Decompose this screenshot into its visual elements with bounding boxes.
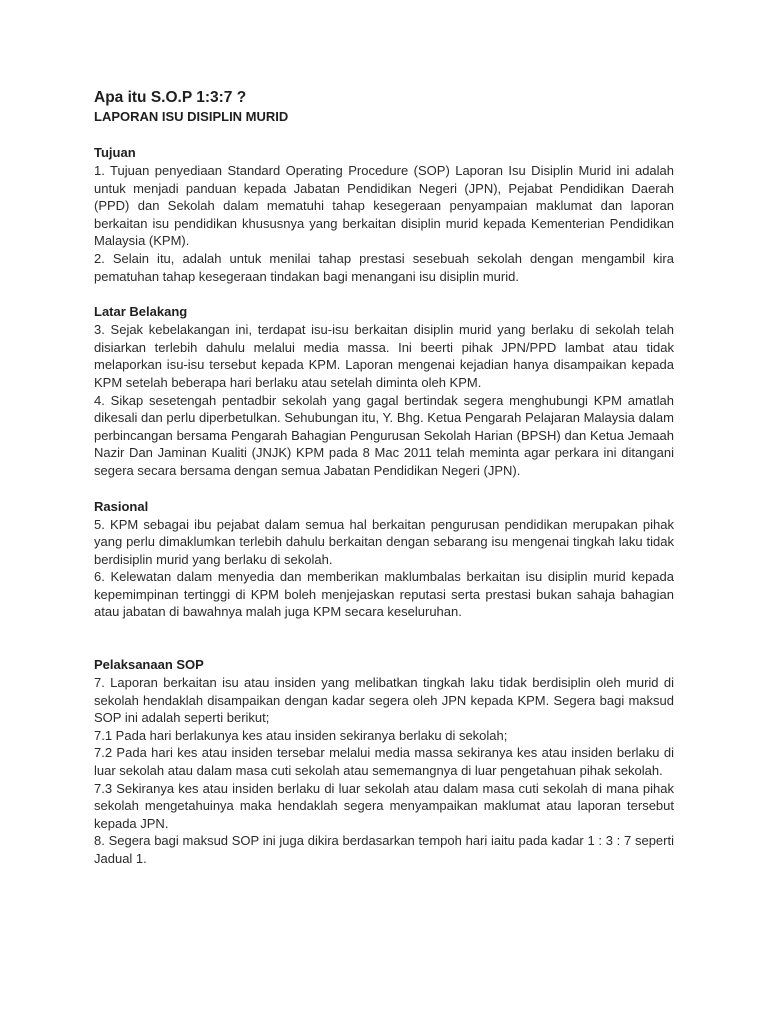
paragraph-7-2: 7.2 Pada hari kes atau insiden tersebar melalui media massa sekiranya kes atau insiden berlaku di luar sekolah atau dalam masa cuti sekolah atau sememangnya di luar pengetahuan pihak sekolah. bbox=[94, 745, 674, 779]
paragraph-5: 5. KPM sebagai ibu pejabat dalam semua hal berkaitan pengurusan pendidikan merupakan pihak yang perlu dimaklumkan terlebih dahulu berkaitan dengan sebarang isu mengenai tingkah laku tidak berdisiplin murid yang berlaku di sekolah. bbox=[94, 516, 674, 567]
paragraph-3: 3. Sejak kebelakangan ini, terdapat isu-isu berkaitan disiplin murid yang berlaku di sekolah telah disiarkan terlebih dahulu melalui media massa. Ini beerti pihak JPN/PPD lambat atau tidak melaporkan isu-isu tersebut kepada KPM. Laporan mengenai kejadian hanya disampaikan kepada KPM setelah beberapa hari berlaku atau setelah diminta oleh KPM. bbox=[94, 322, 674, 390]
section-heading: Rasional bbox=[94, 498, 149, 514]
paragraph-6: 6. Kelewatan dalam menyedia dan memberikan maklumbalas berkaitan isu disiplin murid kepada kepemimpinan tertinggi di KPM boleh menjejaskan reputasi serta prestasi bukan sahaja bahagian atau jabatan di bawahnya malah juga KPM secara keseluruhan. bbox=[94, 569, 674, 620]
section-heading: Tujuan bbox=[94, 145, 136, 160]
document-page bbox=[94, 88, 674, 886]
paragraph-2: 2. Selain itu, adalah untuk menilai tahap prestasi sesebuah sekolah dengan mengambil kira pematuhan tahap kesegeraan tindakan bagi menangani isu disiplin murid. bbox=[94, 250, 674, 284]
section-tujuan bbox=[94, 144, 674, 285]
section-heading: Pelaksanaan SOP bbox=[94, 657, 204, 673]
paragraph-7-1: 7.1 Pada hari berlakunya kes atau insiden sekiranya berlaku di sekolah; bbox=[94, 727, 508, 743]
document-subtitle: LAPORAN ISU DISIPLIN MURID bbox=[94, 109, 289, 124]
paragraph-1: 1. Tujuan penyediaan Standard Operating Procedure (SOP) Laporan Isu Disiplin Murid ini adalah untuk menjadi panduan kepada Jabatan Pendidikan Negeri (JPN), Pejabat Pendidikan Daerah (PPD) dan Sekolah dalam mematuhi tahap kesegeraan penyampaian maklumat dan laporan berkaitan isu pendidikan khususnya yang berkaitan disiplin murid kepada Kementerian Pendidikan Malaysia (KPM). bbox=[94, 163, 674, 249]
paragraph-7: 7. Laporan berkaitan isu atau insiden yang melibatkan tingkah laku tidak berdisiplin oleh murid di sekolah hendaklah disampaikan dengan kadar segera oleh JPN kepada KPM. Segera bagi maksud SOP ini adalah seperti berikut; bbox=[94, 675, 674, 726]
paragraph-7-3: 7.3 Sekiranya kes atau insiden berlaku di luar sekolah atau dalam masa cuti sekolah di mana pihak sekolah mengetahuinya maka hendaklah segera menyampaikan maklumat atau laporan tersebut kepada JPN. bbox=[94, 780, 674, 831]
document-title: Apa itu S.O.P 1:3:7 ? bbox=[94, 89, 247, 106]
paragraph-4: 4. Sikap sesetengah pentadbir sekolah yang gagal bertindak segera menghubungi KPM amatlah dikesali dan perlu diperbetulkan. Sehubungan itu, Y. Bhg. Ketua Pengarah Pelajaran Malaysia dalam perbincangan bersama Pengarah Bahagian Pengurusan Sekolah Harian (BPSH) dan Ketua Jemaah Nazir Dan Jaminan Kualiti (JNJK) KPM pada 8 Mac 2011 telah meminta agar perkara ini ditangani segera secara bersama dengan semua Jabatan Pendidikan Negeri (JPN). bbox=[94, 392, 674, 478]
paragraph-8: 8. Segera bagi maksud SOP ini juga dikira berdasarkan tempoh hari iaitu pada kadar 1 : 3 : 7 seperti Jadual 1. bbox=[94, 833, 674, 866]
section-latar-belakang bbox=[94, 303, 674, 479]
section-heading: Latar Belakang bbox=[94, 304, 188, 320]
section-pelaksanaan-sop bbox=[94, 656, 674, 868]
section-rasional bbox=[94, 498, 674, 622]
